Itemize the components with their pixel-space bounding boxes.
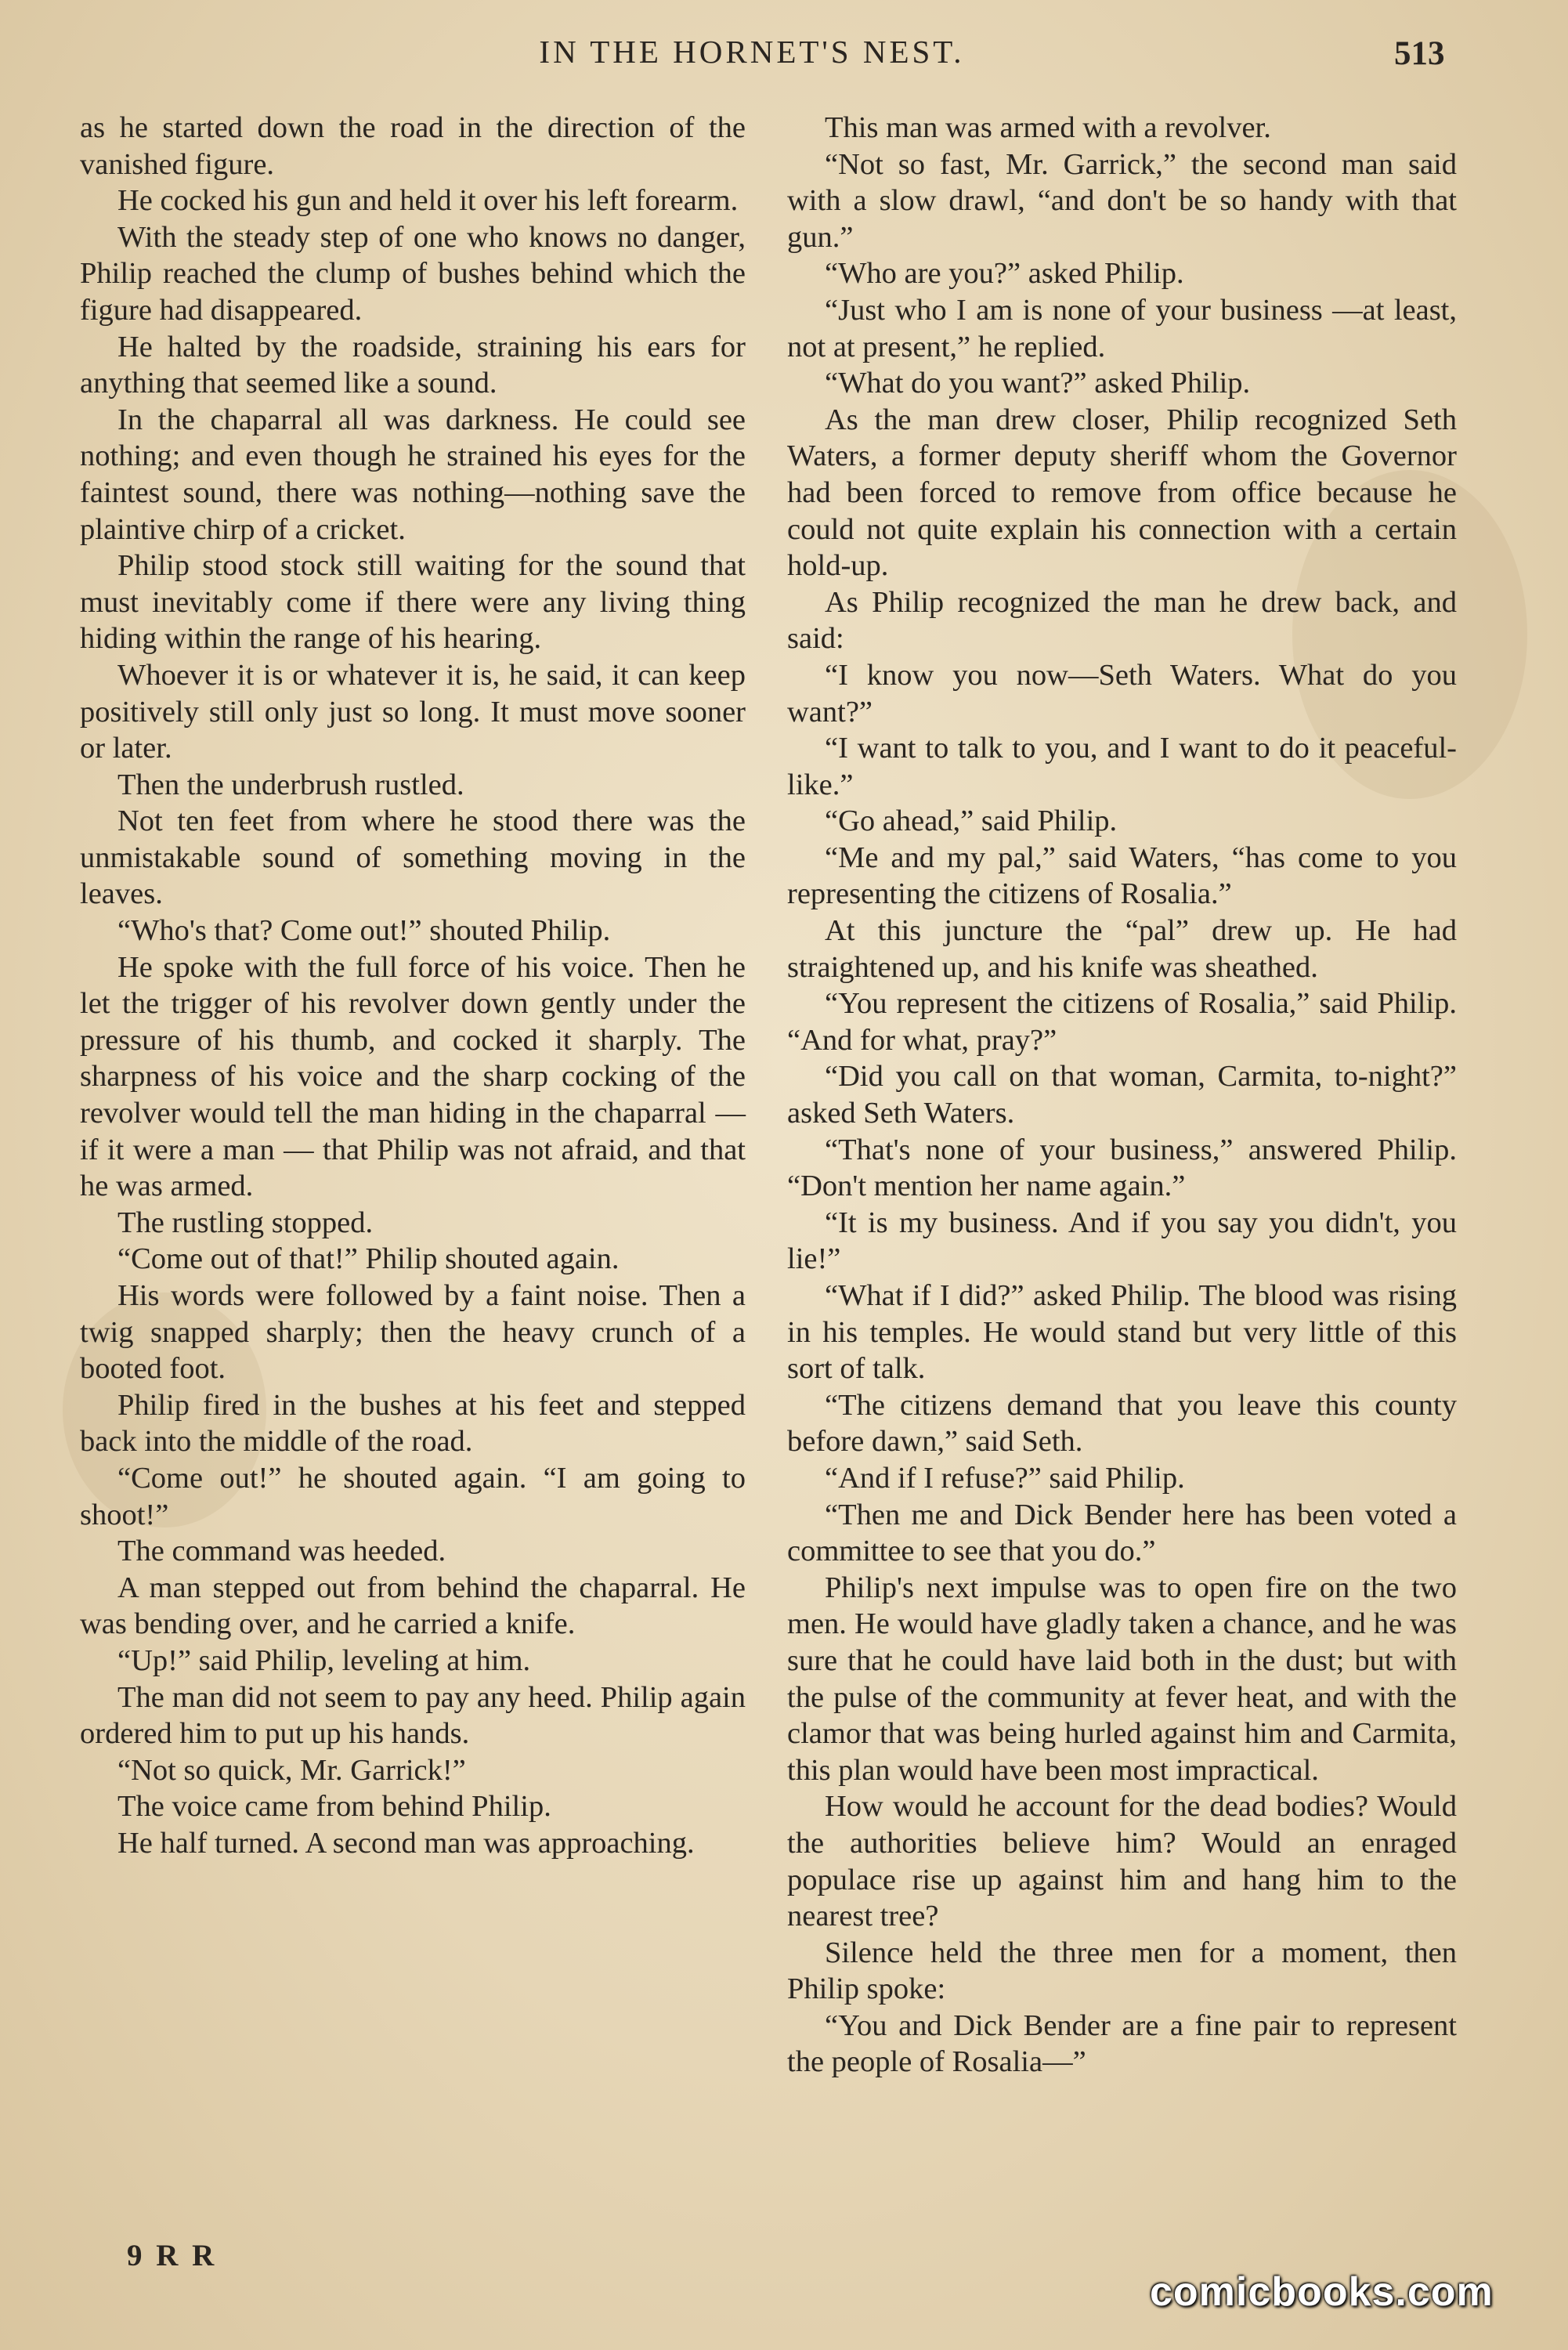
paragraph: “Come out!” he shouted again. “I am going to shoot!” <box>80 1461 746 1531</box>
paragraph: “Not so quick, Mr. Garrick!” <box>117 1753 466 1787</box>
running-title: IN THE HORNET'S NEST. <box>539 34 965 70</box>
signature-mark: 9 R R <box>127 2239 218 2272</box>
paragraph: The command was heeded. <box>117 1535 446 1568</box>
paragraph: The rustling stopped. <box>117 1206 374 1239</box>
paragraph: His words were followed by a faint noise. Then a twig snapped sharply; then the heavy crunch of a booted foot. <box>80 1279 746 1386</box>
page-number: 513 <box>1394 35 1445 72</box>
paragraph: Not ten feet from where he stood there was the unmistakable sound of something moving in the leaves. <box>80 804 746 911</box>
paragraph: How would he account for the dead bodies? Would the authorities believe him? Would an enraged populace rise up against him and hang him to the nearest tree? <box>787 1790 1457 1933</box>
paragraph: “Who's that? Come out!” shouted Philip. <box>117 914 611 948</box>
page-header <box>0 33 1568 80</box>
paragraph: Philip stood stock still waiting for the sound that must inevitably come if there were any living thing hiding within the range of his hearing. <box>80 549 746 656</box>
left-text-column <box>80 110 746 1862</box>
paragraph: In the chaparral all was darkness. He could see nothing; and even though he strained his eyes for the faintest sound, there was nothing—nothing save the plaintive chirp of a cricket. <box>80 403 746 546</box>
paragraph: As Philip recognized the man he drew back, and said: <box>787 585 1457 656</box>
paragraph: “Me and my pal,” said Waters, “has come to you representing the citizens of Rosalia.” <box>787 841 1457 911</box>
paragraph: “I want to talk to you, and I want to do it peaceful-like.” <box>787 732 1457 801</box>
paragraph: A man stepped out from behind the chaparral. He was bending over, and he carried a knife. <box>80 1571 746 1641</box>
paragraph: “I know you now—Seth Waters. What do you want?” <box>787 658 1457 728</box>
paragraph: “It is my business. And if you say you didn't, you lie!” <box>787 1206 1457 1276</box>
paragraph: “Then me and Dick Bender here has been voted a committee to see that you do.” <box>787 1498 1457 1568</box>
paragraph: This man was armed with a revolver. <box>825 111 1271 144</box>
paragraph: Philip fired in the bushes at his feet and stepped back into the middle of the road. <box>80 1388 746 1459</box>
paragraph: Silence held the three men for a moment, then Philip spoke: <box>787 1936 1457 2006</box>
paragraph: He cocked his gun and held it over his left forearm. <box>117 184 739 218</box>
right-text-column <box>787 110 1457 2081</box>
paragraph: He spoke with the full force of his voice. Then he let the trigger of his revolver down gently under the pressure of his thumb, and cocked it sharply. The sharpness of his voice and the sharp cocking of the revolver would tell the man hiding in the chaparral —if it were a man — that Philip was not afraid, and that he was armed. <box>80 950 746 1203</box>
paragraph: As the man drew closer, Philip recognized Seth Waters, a former deputy sheriff whom the Governor had been forced to remove from office because he could not quite explain his connection with a certain hold-up. <box>787 403 1457 583</box>
watermark: comicbooks.com <box>1150 2269 1494 2315</box>
paragraph: “You and Dick Bender are a fine pair to represent the people of Rosalia—” <box>787 2008 1457 2079</box>
paragraph: “Go ahead,” said Philip. <box>825 804 1118 838</box>
paragraph: Philip's next impulse was to open fire on the two men. He would have gladly taken a chance, and he was sure that he could have laid both in the dust; but with the pulse of the community at fever heat, and with the clamor that was being hurled against him and Carmita, this plan would have been most impractical. <box>787 1571 1457 1787</box>
paragraph: With the steady step of one who knows no danger, Philip reached the clump of bushes behind which the figure had disappeared. <box>80 220 746 327</box>
paragraph: “And if I refuse?” said Philip. <box>825 1461 1185 1495</box>
paragraph: “Up!” said Philip, leveling at him. <box>117 1643 531 1677</box>
paragraph: The voice came from behind Philip. <box>117 1790 551 1824</box>
paragraph: “Who are you?” asked Philip. <box>825 257 1184 291</box>
paragraph: “Did you call on that woman, Carmita, to-night?” asked Seth Waters. <box>787 1060 1457 1130</box>
paragraph: “You represent the citizens of Rosalia,” said Philip. “And for what, pray?” <box>787 987 1457 1057</box>
paragraph: He halted by the roadside, straining his ears for anything that seemed like a sound. <box>80 330 746 400</box>
paragraph: “What if I did?” asked Philip. The blood was rising in his temples. He would stand but very little of this sort of talk. <box>787 1279 1457 1386</box>
paragraph: The man did not seem to pay any heed. Philip again ordered him to put up his hands. <box>80 1680 746 1751</box>
paragraph: as he started down the road in the direction of the vanished figure. <box>80 111 746 181</box>
paragraph: “What do you want?” asked Philip. <box>825 367 1251 400</box>
paragraph: Whoever it is or whatever it is, he said, it can keep positively still only just so long. It must move sooner or later. <box>80 658 746 765</box>
paragraph: “Just who I am is none of your business —at least, not at present,” he replied. <box>787 293 1457 363</box>
paragraph: Then the underbrush rustled. <box>117 768 464 801</box>
paragraph: “That's none of your business,” answered Philip. “Don't mention her name again.” <box>787 1133 1457 1203</box>
paragraph: At this juncture the “pal” drew up. He had straightened up, and his knife was sheathed. <box>787 914 1457 984</box>
paragraph: “Come out of that!” Philip shouted again. <box>117 1242 620 1276</box>
paragraph: “The citizens demand that you leave this county before dawn,” said Seth. <box>787 1388 1457 1459</box>
paragraph: “Not so fast, Mr. Garrick,” the second man said with a slow drawl, “and don't be so handy with that gun.” <box>787 147 1457 254</box>
paragraph: He half turned. A second man was approaching. <box>117 1826 695 1860</box>
